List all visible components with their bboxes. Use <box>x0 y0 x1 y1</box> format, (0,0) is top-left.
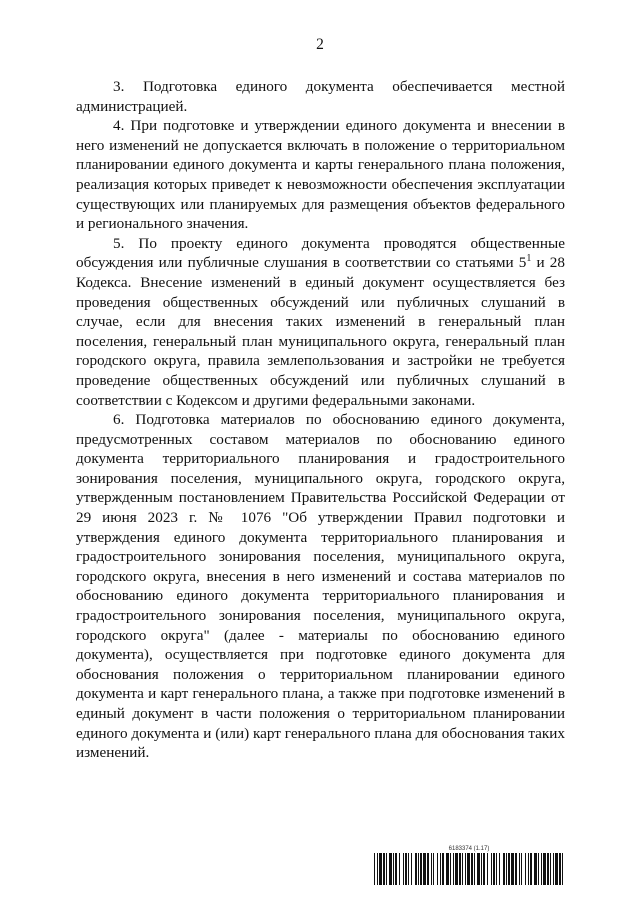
paragraph-5-start: 5. По проекту единого документа проводятся общественные обсуждения или публичные слушания в соответствии со статьями 5 <box>76 234 565 272</box>
paragraph-5-end: и 28 Кодекса. Внесение изменений в единый документ осуществляется без проведения общественных обсуждений или публичных слушаний в случае, если для внесения таких изменений в генеральный план поселения, генеральный план муниципального округа, генеральный план городского округа, правила землепользования и застройки не требуется проведение общественных обсуждений или публичных слушаний в соответствии с Кодексом и другими федеральными законами. <box>76 254 565 409</box>
barcode-icon <box>374 853 564 885</box>
document-barcode <box>374 845 564 885</box>
barcode-label: 6183374 (1.17) <box>448 846 490 852</box>
paragraph-6: 6. Подготовка материалов по обоснованию единого документа, предусмотренных составом материалов по обоснованию единого документа территориального планирования и градостроительного зонирования поселения, муниципального округа, городского округа, утвержденным постановлением Правительства Российской Федерации от 29 июня 2023 г. № 1076 "Об утверждении Правил подготовки и утверждения единого документа территориального планирования и градостроительного зонирования поселения, муниципального округа, городского округа, внесения в него изменений и состава материалов по обоснованию единого документа территориального планирования и градостроительного зонирования поселения, муниципального округа, городского округа" (далее - материалы по обоснованию единого документа), осуществляется при подготовке единого документа для обоснования положения о территориальном планировании единого документа и карт генерального плана, а также при подготовке изменений в единый документ в части положения о территориальном планировании единого документа и (или) карт генерального плана для обоснования таких изменений. <box>76 411 565 762</box>
page-number: 2 <box>316 36 324 53</box>
article-superscript: 1 <box>526 253 532 265</box>
paragraph-5 <box>76 234 565 410</box>
paragraph-3: 3. Подготовка единого документа обеспечивается местной администрацией. <box>76 78 565 115</box>
paragraph-4: 4. При подготовке и утверждении единого документа и внесении в него изменений не допускается включать в положение о территориальном планировании единого документа и карты генерального плана положения, реализация которых приведет к невозможности обеспечения эксплуатации существующих или планируемых для размещения объектов федерального и регионального значения. <box>76 117 565 233</box>
document-body <box>76 77 565 763</box>
